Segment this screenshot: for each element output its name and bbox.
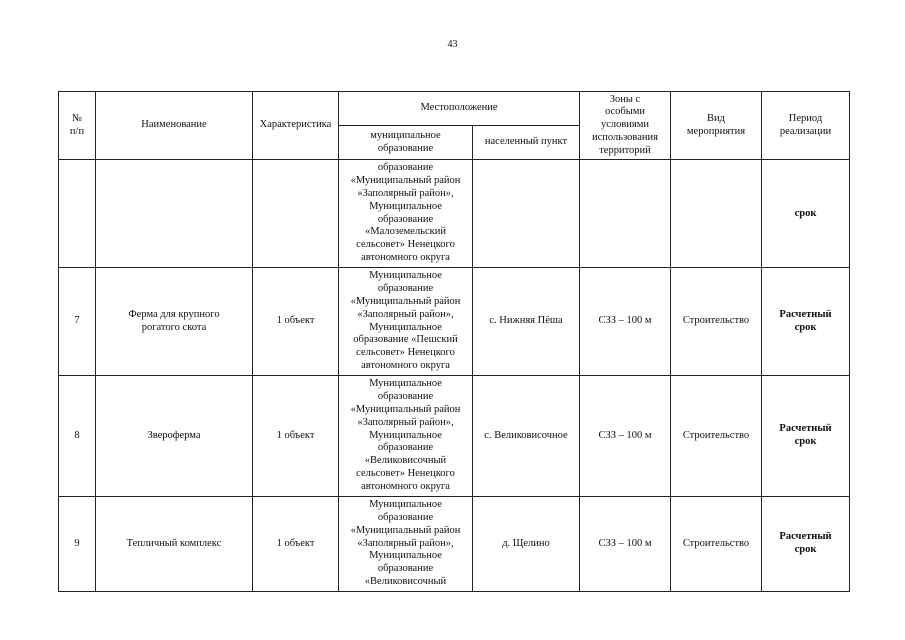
row-characteristic: 1 объект xyxy=(253,376,339,497)
row-period: Расчетный срок xyxy=(762,497,850,592)
cont-num xyxy=(59,160,96,268)
row-name: Тепличный комплекс xyxy=(96,497,253,592)
row-municipal xyxy=(339,497,473,592)
header-period: Период реализации xyxy=(762,92,850,160)
registry-table xyxy=(58,91,850,592)
header-settlement: населенный пункт xyxy=(473,126,580,160)
row-settlement: д. Щелино xyxy=(473,497,580,592)
continuation-row xyxy=(59,160,850,268)
header-municipal: муниципальное образование xyxy=(339,126,473,160)
municipal-line: образование xyxy=(377,162,434,174)
municipal-line: «Великовисочный xyxy=(364,575,447,587)
row-period: Расчетный срок xyxy=(762,268,850,376)
row-zone: СЗЗ – 100 м xyxy=(580,497,671,592)
municipal-line: Муниципальное xyxy=(369,270,442,282)
table-row xyxy=(59,268,850,376)
municipal-line: «Заполярный район», xyxy=(357,308,454,320)
row-zone: СЗЗ – 100 м xyxy=(580,268,671,376)
header-name: Наименование xyxy=(96,92,253,160)
municipal-line: «Малоземельский xyxy=(365,226,446,238)
row-event-type: Строительство xyxy=(671,268,762,376)
municipal-line: образование xyxy=(377,512,434,523)
page-number: 43 xyxy=(447,39,458,50)
row-settlement: с. Нижняя Пёша xyxy=(473,268,580,376)
row-num: 9 xyxy=(59,497,96,592)
municipal-line: «Заполярный район», xyxy=(357,187,454,199)
row-event-type: Строительство xyxy=(671,497,762,592)
cont-zone xyxy=(580,160,671,268)
municipal-line: «Муниципальный район xyxy=(350,295,461,307)
municipal-line: «Заполярный район», xyxy=(357,416,454,428)
row-settlement: с. Великовисочное xyxy=(473,376,580,497)
municipal-line: Муниципальное xyxy=(369,550,442,562)
row-municipal xyxy=(339,268,473,376)
header-location: Местоположение xyxy=(339,92,580,126)
row-zone: СЗЗ – 100 м xyxy=(580,376,671,497)
row-characteristic: 1 объект xyxy=(253,268,339,376)
row-municipal xyxy=(339,376,473,497)
row-num: 8 xyxy=(59,376,96,497)
row-event-type: Строительство xyxy=(671,376,762,497)
header-zones: Зоны с особыми условиями использования территорий xyxy=(580,92,671,160)
municipal-line: «Муниципальный район xyxy=(350,404,461,415)
municipal-line: Муниципальное xyxy=(369,378,442,390)
header-row xyxy=(59,92,850,126)
municipal-line: образование xyxy=(377,283,434,295)
table-row xyxy=(59,376,850,497)
municipal-line: сельсовет» Ненецкого xyxy=(356,347,455,359)
table-row xyxy=(59,497,850,592)
municipal-line: сельсовет» Ненецкого xyxy=(356,239,455,251)
municipal-line: Муниципальное xyxy=(369,200,442,212)
row-name: Ферма для крупного рогатого скота xyxy=(96,268,253,376)
cont-municipal xyxy=(339,160,473,268)
row-characteristic: 1 объект xyxy=(253,497,339,592)
row-name: Звероферма xyxy=(96,376,253,497)
cont-period: срок xyxy=(762,160,850,268)
municipal-line: Муниципальное xyxy=(369,321,442,333)
cont-settlement xyxy=(473,160,580,268)
cont-characteristic xyxy=(253,160,339,268)
municipal-line: «Муниципальный район xyxy=(350,175,461,187)
municipal-line: сельсовет» Ненецкого xyxy=(356,467,455,479)
municipal-line: автономного округа xyxy=(361,251,450,263)
municipal-line: образование «Пешский xyxy=(353,334,458,346)
municipal-line: образование xyxy=(377,213,434,225)
municipal-line: «Заполярный район», xyxy=(357,537,454,549)
row-period: Расчетный срок xyxy=(762,376,850,497)
municipal-line: «Муниципальный район xyxy=(350,524,461,536)
cont-event-type xyxy=(671,160,762,268)
municipal-line: образование xyxy=(377,391,434,403)
cont-name xyxy=(96,160,253,268)
municipal-line: Муниципальное xyxy=(369,499,442,511)
municipal-line: образование xyxy=(377,442,434,454)
municipal-line: автономного округа xyxy=(361,359,450,371)
municipal-line: Муниципальное xyxy=(369,429,442,441)
municipal-line: образование xyxy=(377,563,434,575)
header-num: № п/п xyxy=(59,92,96,160)
municipal-line: «Великовисочный xyxy=(364,455,447,467)
header-characteristic: Характеристика xyxy=(253,92,339,160)
header-event-type: Вид мероприятия xyxy=(671,92,762,160)
row-num: 7 xyxy=(59,268,96,376)
municipal-line: автономного округа xyxy=(361,480,450,492)
